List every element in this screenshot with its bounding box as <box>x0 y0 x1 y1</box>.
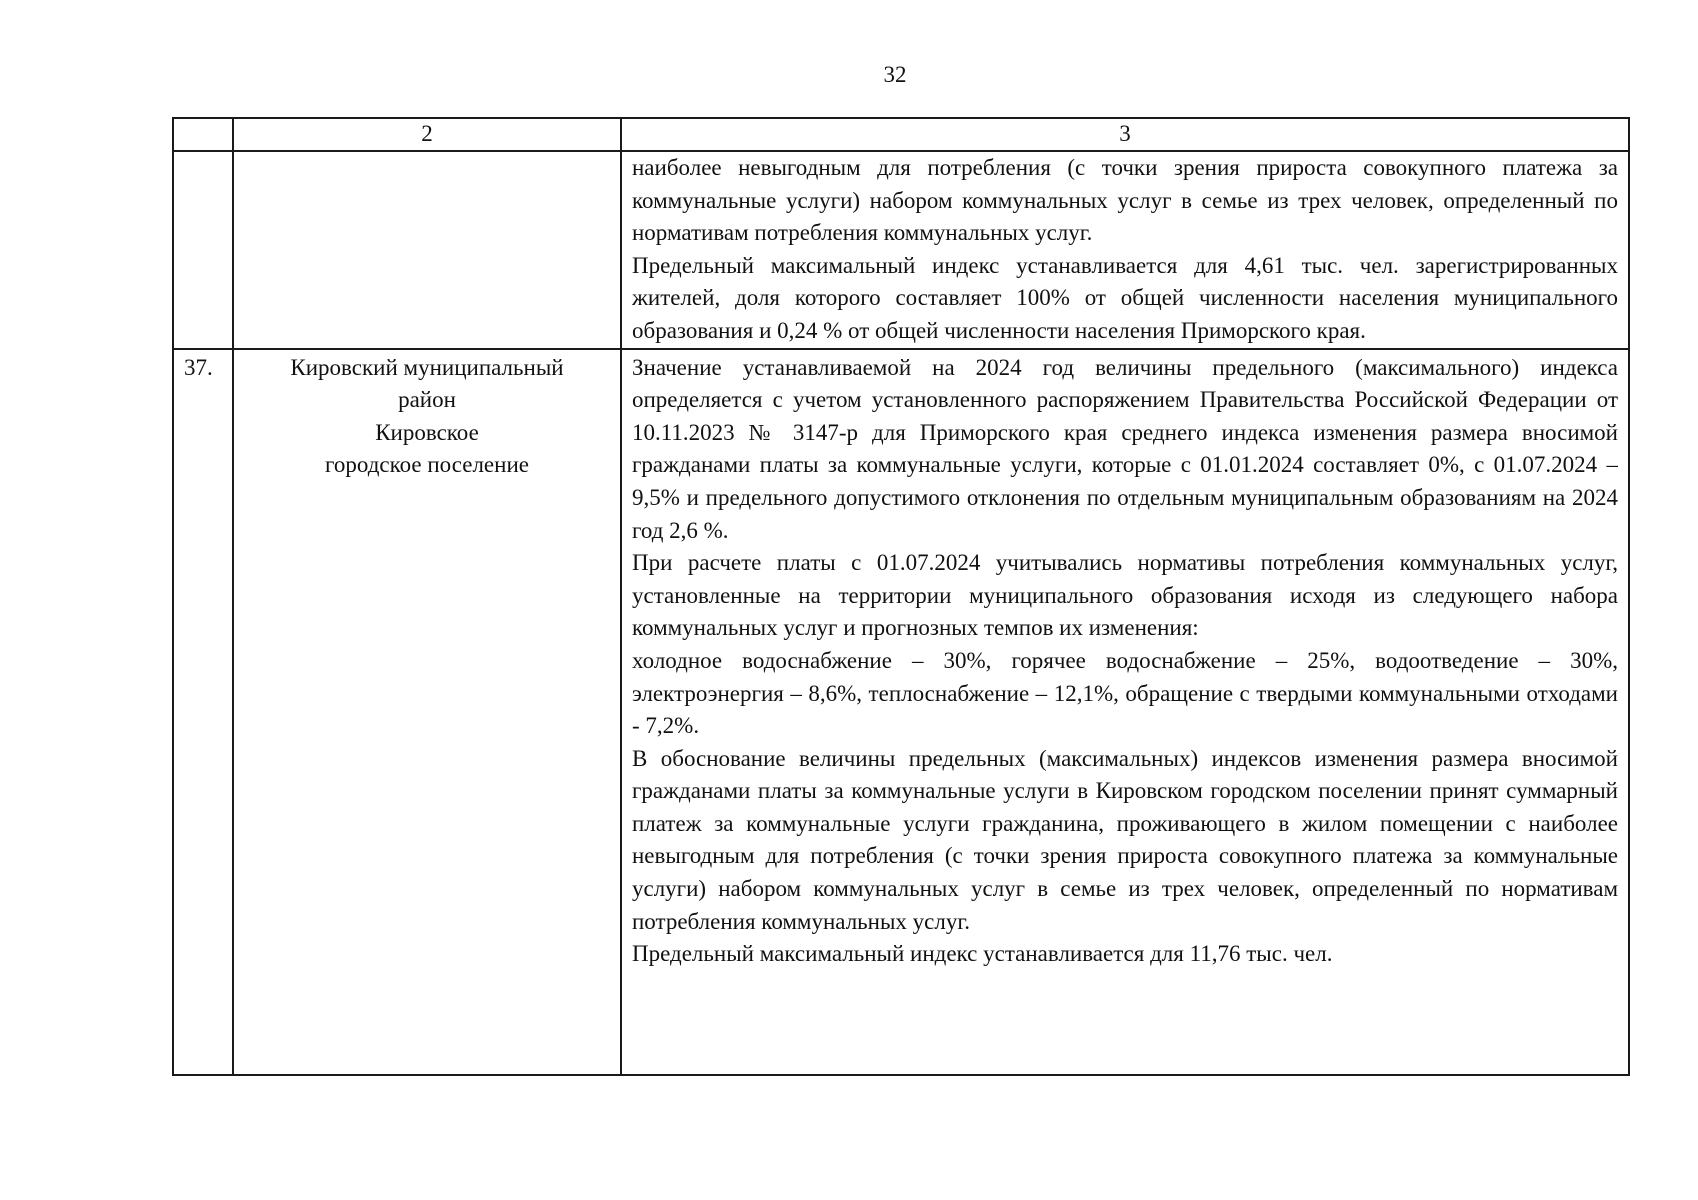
header-cell-1 <box>173 118 233 151</box>
description-paragraph: Значение устанавливаемой на 2024 год величины предельного (максимального) индекса определяется с учетом установленного распоряжением Правительства Российской Федерации от 10.11.2023 № 3147-р для Приморского края среднего индекса изменения размера вносимой гражданами платы за коммунальные услуги, которые с 01.01.2024 составляет 0%, с 01.07.2024 – 9,5% и предельного допустимого отклонения по отдельным муниципальным образованиям на 2024 год 2,6 %. <box>632 354 1618 543</box>
municipality-name-line: городское поселение <box>325 452 529 478</box>
description-paragraph: При расчете платы с 01.07.2024 учитывались нормативы потребления коммунальных услуг, установленные на территории муниципального образования исходя из следующего набора коммунальных услуг и прогнозных темпов их изменения: <box>632 550 1618 641</box>
page-number: 32 <box>883 62 907 87</box>
header-cell-2: 2 <box>233 118 621 151</box>
description-cell <box>621 349 1629 1075</box>
description-paragraph: наиболее невыгодным для потребления (с точки зрения прироста совокупного платежа за коммунальные услуги) набором коммунальных услуг в семье из трех человек, определенный по нормативам потребления коммунальных услуг. <box>632 155 1618 246</box>
description-paragraph: холодное водоснабжение – 30%, горячее водоснабжение – 25%, водоотведение – 30%, электроэнергия – 8,6%, теплоснабжение – 12,1%, обращение с твердыми коммунальными отходами - 7,2%. <box>632 647 1618 739</box>
municipality-name-line: Кировский муниципальный <box>290 354 564 380</box>
document-table <box>172 117 1630 1076</box>
description-paragraph: В обоснование величины предельных (максимальных) индексов изменения размера вносимой гражданами платы за коммунальные услуги в Кировском городском поселении принят суммарный платеж за коммунальные услуги гражданина, проживающего в жилом помещении с наиболее невыгодным для потребления (с точки зрения прироста совокупного платежа за коммунальные услуги) набором коммунальных услуг в семье из трех человек, определенный по нормативам потребления коммунальных услуг. <box>632 745 1618 934</box>
row-number-cell <box>173 151 233 349</box>
municipality-name-cell <box>233 151 621 349</box>
row-number-cell: 37. <box>173 349 233 1075</box>
description-cell <box>621 151 1629 349</box>
municipality-name-cell <box>233 349 621 1075</box>
table-row-continuation <box>173 151 1629 349</box>
table-header-row <box>173 118 1629 151</box>
municipality-name-line: Кировское <box>375 419 479 445</box>
description-paragraph: Предельный максимальный индекс устанавливается для 4,61 тыс. чел. зарегистрированных жителей, доля которого составляет 100% от общей численности населения муниципального образования и 0,24 % от общей численности населения Приморского края. <box>632 252 1618 343</box>
header-cell-3: 3 <box>621 118 1629 151</box>
table-row-37 <box>173 349 1629 1075</box>
municipality-name-line: район <box>398 387 456 413</box>
description-paragraph: Предельный максимальный индекс устанавливается для 11,76 тыс. чел. <box>632 941 1333 967</box>
